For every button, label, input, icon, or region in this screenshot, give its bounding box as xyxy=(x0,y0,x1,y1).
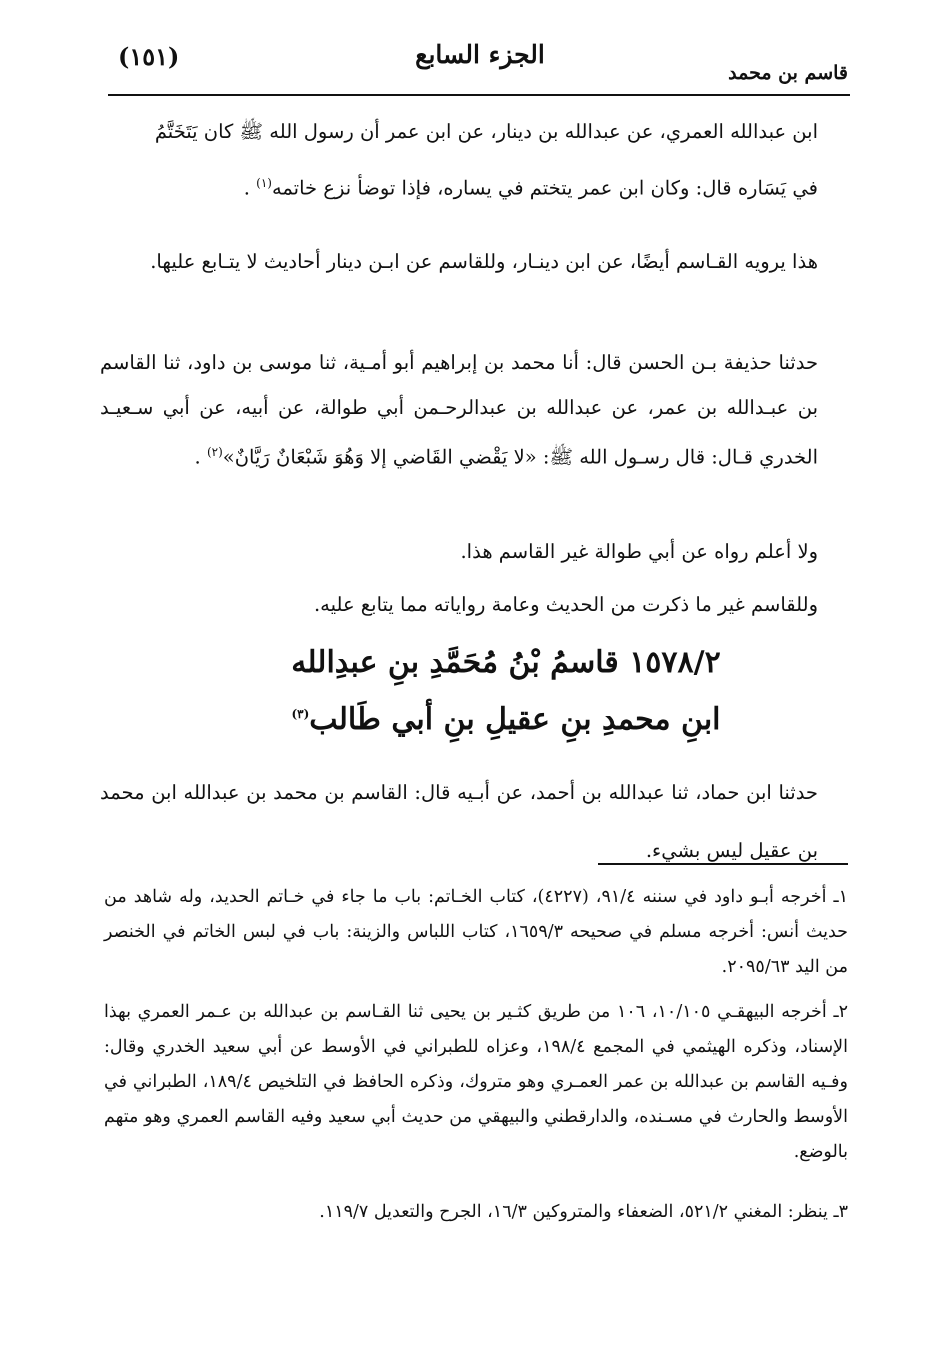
header-rule xyxy=(108,94,850,96)
footnote-text: ينظر: المغني ٥٢١/٢، الضعفاء والمتروكين ١٦/٣، الجرح والتعديل ١١٩/٧. xyxy=(319,1202,828,1222)
entry-heading xyxy=(186,702,826,737)
footnote-number: ٣ـ xyxy=(833,1202,848,1222)
body-line xyxy=(100,176,818,200)
volume-title: الجزء السابع xyxy=(415,40,545,69)
page-number: (١٥١) xyxy=(118,42,180,71)
footnote-text: أخرجه البيهقـي ١٠/١٠٥، ١٠٦ من طريق كثـير بن يحيى ثنا القـاسم بن عبدالله بن عـمر العمري بهذا الإسناد، وذكره الهيثمي في المجمع ١٩٨/٤، وعزاه للطبراني في الأوسط عن أبي سعيد الخدري وقال: وفـيه القاسم بن عبدالله بن عمر العمـري وهو متروك، وذكره الحافظ في التلخيص ١٨٩/٤، الطبراني في الأوسط والحارث في مسـنده، والدارقطني والبيهقي من حديث أبي سعيد وفيه القاسم العمري وهو متهم بالوضع. xyxy=(104,1002,849,1162)
line-end: . xyxy=(194,445,201,469)
footnote xyxy=(104,1195,848,1230)
running-head-entry: قاسم بن محمد xyxy=(728,62,848,84)
entry-heading-text: ابنِ محمدِ بنِ عقيلِ بنِ أبي طَالب xyxy=(309,702,721,737)
footnote-ref: (٢) xyxy=(206,445,223,459)
body-paragraph: ولا أعلم رواه عن أبي طوالة غير القاسم هذا. xyxy=(460,540,818,563)
body-paragraph: هذا يرويه القـاسم أيضًا، عن ابن دينـار، وللقاسم عن ابـن دينار أحاديث لا يتـابع عليها. xyxy=(150,250,818,273)
footnote xyxy=(104,880,848,985)
body-paragraph: وللقاسم غير ما ذكرت من الحديث وعامة رواياته مما يتابع عليه. xyxy=(313,593,818,616)
paragraph-text: حدثنا حذيفة بـن الحسن قال: أنا محمد بن إبراهيم أبو أمـية، ثنا موسى بن داود، ثنا القاسم بن عبـدالله بن عمر، عن عبدالله بن عبدالرحـمن أبي طوالة، عن أبيه، عن أبي سـعيـد الخدري قـال: قال رسـول الله ﷺ: «لا يَقْضي القَاضي إلا وَهُوَ شَبْعَانٌ رَيَّانٌ» xyxy=(100,351,818,469)
body-paragraph xyxy=(100,340,818,480)
line-end: . xyxy=(243,176,250,200)
entry-heading: ١٥٧٨/٢ قاسمُ بْنُ مُحَمَّدِ بنِ عبدِالله xyxy=(291,645,721,680)
footnote-rule xyxy=(598,863,848,865)
footnote-ref: (٣) xyxy=(291,707,310,721)
footnote-text: أخرجه أبـو داود في سننه ٩١/٤، (٤٢٢٧)، كتاب الخـاتم: باب ما جاء في خـاتم الحديد، وله شاهد من حديث أنس: أخرجه مسلم في صحيحه ١٦٥٩/٣، كتاب اللباس والزينة: باب في لبس الخاتم في الخنصر من اليد ٢٠٩٥/٦٣. xyxy=(104,887,848,977)
footnote-ref: (١) xyxy=(256,176,272,190)
body-line-text: في يَسَاره قال: وكان ابن عمر يتختم في يساره، فإذا توضأ نزع خاتمه xyxy=(271,176,818,200)
footnote xyxy=(104,995,848,1170)
footnote-number: ٢ـ xyxy=(833,1002,848,1022)
body-paragraph: حدثنا ابن حماد، ثنا عبدالله بن أحمد، عن أبـيه قال: القاسم بن محمد بن عبدالله ابن محمد بن عقيل ليس بشيء. xyxy=(100,781,818,862)
footnote-number: ١ـ xyxy=(833,887,848,907)
body-line: ابن عبدالله العمري، عن عبدالله بن دينار، عن ابن عمر أن رسول الله ﷺ كان يَتَخَتَّمُ xyxy=(154,120,818,143)
